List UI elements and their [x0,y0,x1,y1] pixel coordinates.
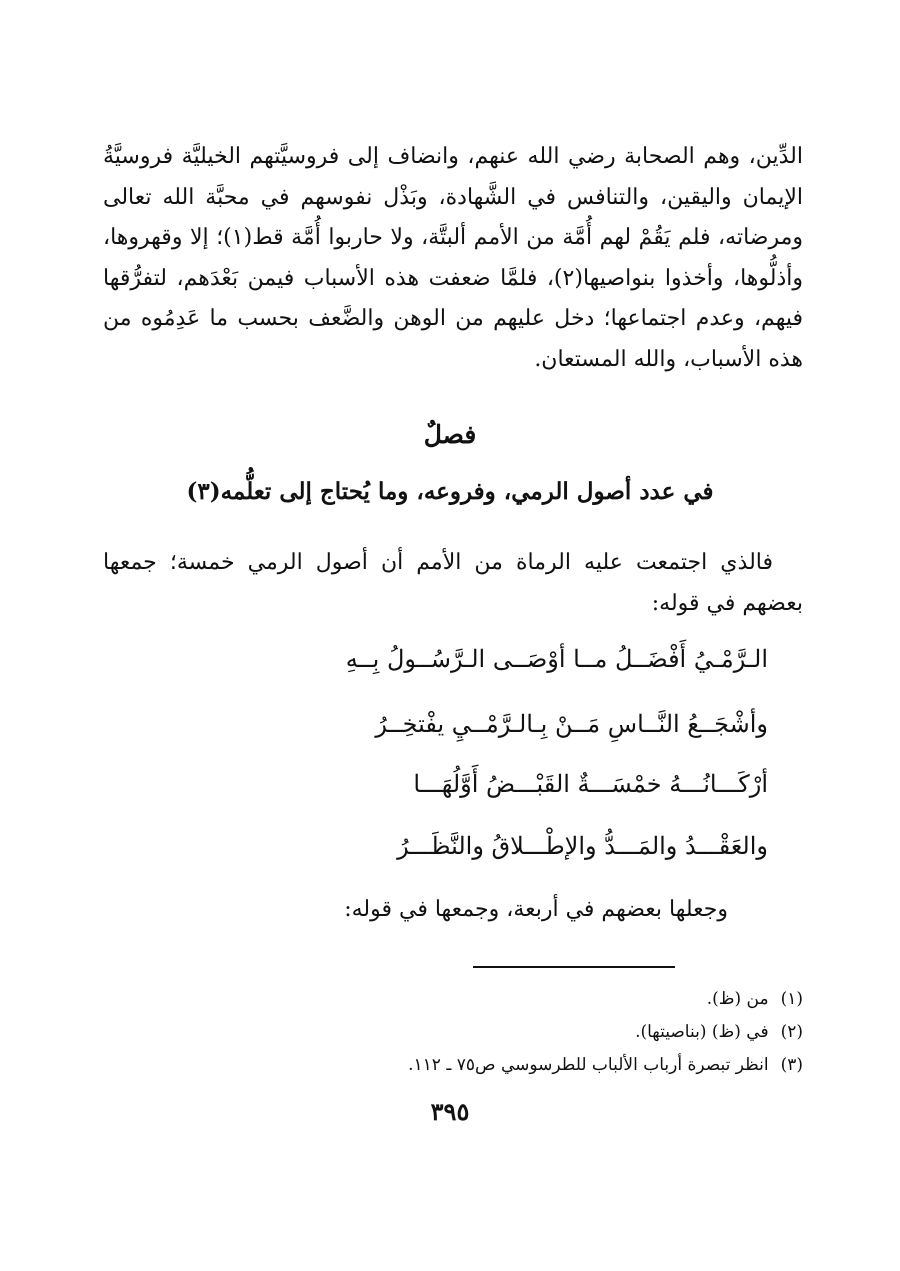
poem-verse: الـرَّمْـيُ أَفْضَــلُ مــا أوْصَــى الـرَّسُــولُ بِــهِ [345,645,768,673]
section-subtitle: في عدد أصول الرمي، وفروعه، وما يُحتاج إلى تعلُّمه(٣) [186,478,714,505]
footnote-item [408,1016,803,1049]
footnote-number: (٢) [780,1022,803,1042]
footnote-item [408,983,803,1016]
footnotes-list [408,983,803,1082]
poem-verse: والعَقْـــدُ والمَـــدُّ والإطْـــلاقُ والنَّظَـــرُ [397,832,768,860]
section-title: فصلٌ [423,420,477,449]
footnote-number: (١) [780,989,803,1009]
footnote-text: انظر تبصرة أرباب الألباب للطرسوسي ص٧٥ ـ ١١٢. [408,1055,769,1075]
poem-verse: وأشْجَــعُ النَّــاسِ مَــنْ بِـالـرَّمْــيِ يفْتخِــرُ [375,710,768,738]
footnote-number: (٣) [780,1055,803,1075]
footnote-text: من (ظ). [706,989,769,1009]
body-paragraph: فالذي اجتمعت عليه الرماة من الأمم أن أصول الرمي خمسة؛ جمعها بعضهم في قوله: [103,550,803,616]
footnote-text: في (ظ) (بناصيتها). [635,1022,769,1042]
poem-verse: أرْكَـــانُـــهُ خمْسَـــةٌ القَبْـــضُ أَوَّلُهَـــا [413,770,768,798]
page-number: ٣٩٥ [430,1097,470,1126]
body-paragraph: وجعلها بعضهم في أربعة، وجمعها في قوله: [344,897,728,922]
footnote-divider [473,966,675,968]
footnote-item [408,1049,803,1082]
body-paragraph: الدِّين، وهم الصحابة رضي الله عنهم، وانضاف إلى فروسيَّتهم الخيليَّة فروسيَّةُ الإيمان واليقين، والتنافس في الشَّهادة، وبَذْل نفوسهم في محبَّة الله تعالى ومرضاته، فلم يَقُمْ لهم أُمَّة من الأمم ألبتَّة، ولا حاربوا أُمَّة قط(١)؛ إلا وقهروها، وأذلُّوها، وأخذوا بنواصيها(٢)، فلمَّا ضعفت هذه الأسباب فيمن بَعْدَهم، لتفرُّقها فيهم، وعدم اجتماعها؛ دخل عليهم من الوهن والضَّعف بحسب ما عَدِمُوه من هذه الأسباب، والله المستعان. [103,144,804,372]
